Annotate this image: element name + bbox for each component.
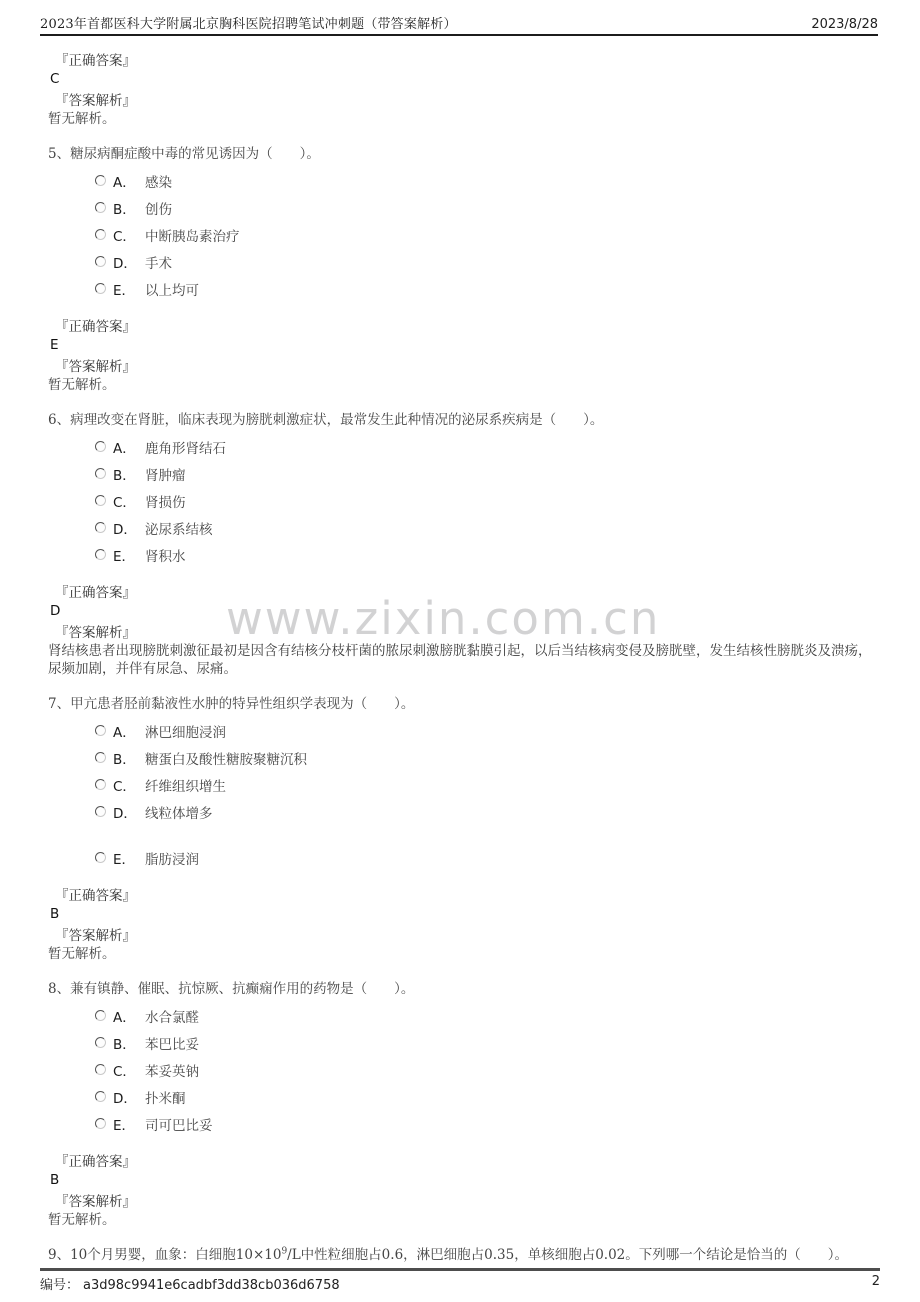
option-letter: A． [113,174,136,191]
radio-button[interactable] [95,495,106,506]
option-row [95,1056,880,1083]
radio-button[interactable] [95,175,106,186]
option-text: 纤维组织增生 [145,778,226,795]
option-text: 中断胰岛素治疗 [145,228,240,245]
option-row [95,1083,880,1110]
option-row [95,460,880,487]
question-6 [48,411,880,568]
option-text: 肾损伤 [145,494,186,511]
option-letter: D． [113,255,137,272]
option-row [95,275,880,302]
option-letter: E． [113,851,136,868]
document-id [40,1274,340,1293]
document-title: 2023年首都医科大学附属北京胸科医院招聘笔试冲刺题（带答案解析） [40,17,457,32]
correct-answer-value: E [50,337,59,353]
analysis-label: 『答案解析』 [55,1194,136,1210]
answer-block [48,1153,880,1229]
option-text: 泌尿系结核 [145,521,213,538]
radio-button[interactable] [95,522,106,533]
radio-button[interactable] [95,852,106,863]
option-letter: D． [113,521,137,538]
radio-button[interactable] [95,468,106,479]
option-text: 扑米酮 [145,1090,186,1107]
watermark: www.zixin.com.cn [226,592,661,645]
question-7 [48,695,880,871]
correct-answer-value: C [50,71,60,87]
document-id-value: a3d98c9941e6cadbf3dd38cb036d6758 [83,1278,340,1293]
option-text: 苯妥英钠 [145,1063,199,1080]
analysis-text: 暂无解析。 [48,111,116,127]
radio-button[interactable] [95,202,106,213]
option-row [95,1110,880,1137]
option-row [95,487,880,514]
option-row [95,771,880,798]
option-text: 苯巴比妥 [145,1036,199,1053]
option-row [95,717,880,744]
option-letter: E． [113,282,136,299]
radio-button[interactable] [95,1064,106,1075]
analysis-text: 暂无解析。 [48,377,116,393]
option-letter: D． [113,1090,137,1107]
option-text: 糖蛋白及酸性糖胺聚糖沉积 [145,751,307,768]
option-text: 手术 [145,255,172,272]
correct-answer-label: 『正确答案』 [55,585,136,601]
option-letter: A． [113,724,136,741]
option-letter: A． [113,1009,136,1026]
page-number: 2 [871,1274,880,1289]
option-letter: D． [113,805,137,822]
stem-text-pre: 9、10个月男婴，血象：白细胞10×10 [48,1247,282,1263]
option-text: 鹿角形肾结石 [145,440,226,457]
option-letter: E． [113,1117,136,1134]
radio-button[interactable] [95,1037,106,1048]
option-text: 脂肪浸润 [145,851,199,868]
page-header [40,13,878,36]
radio-button[interactable] [95,549,106,560]
option-text: 司可巴比妥 [145,1117,213,1134]
correct-answer-label: 『正确答案』 [55,53,136,69]
option-letter: C． [113,778,136,795]
question-stem: 8、兼有镇静、催眠、抗惊厥、抗癫痫作用的药物是（ ）。 [48,981,415,997]
radio-button[interactable] [95,229,106,240]
radio-button[interactable] [95,1010,106,1021]
option-row [95,248,880,275]
answer-block [48,52,880,128]
option-row [95,744,880,771]
page-footer [40,1268,880,1293]
option-letter: A． [113,440,136,457]
correct-answer-value: B [50,906,60,922]
correct-answer-label: 『正确答案』 [55,1154,136,1170]
radio-button[interactable] [95,256,106,267]
header-date: 2023/8/28 [811,17,878,32]
analysis-text: 暂无解析。 [48,1212,116,1228]
radio-button[interactable] [95,441,106,452]
analysis-label: 『答案解析』 [55,625,136,641]
analysis-text: 暂无解析。 [48,946,116,962]
option-row [95,1002,880,1029]
option-letter: C． [113,1063,136,1080]
option-text: 淋巴细胞浸润 [145,724,226,741]
question-stem: 6、病理改变在肾脏，临床表现为膀胱刺激症状，最常发生此种情况的泌尿系疾病是（ ）。 [48,412,604,428]
analysis-text: 肾结核患者出现膀胱刺激征最初是因含有结核分枝杆菌的脓尿刺激膀胱黏膜引起，以后当结核病变侵及膀胱壁，发生结核性膀胱炎及溃疡，尿频加剧，并伴有尿急、尿痛。 [48,643,872,677]
radio-button[interactable] [95,806,106,817]
correct-answer-label: 『正确答案』 [55,319,136,335]
option-row [95,541,880,568]
option-text: 感染 [145,174,172,191]
option-row [95,514,880,541]
option-row [95,844,880,871]
option-text: 肾肿瘤 [145,467,186,484]
analysis-label: 『答案解析』 [55,93,136,109]
option-row [95,433,880,460]
option-row [95,167,880,194]
correct-answer-label: 『正确答案』 [55,888,136,904]
option-letter: B． [113,201,136,218]
option-letter: C． [113,494,136,511]
option-row [95,1029,880,1056]
radio-button[interactable] [95,1118,106,1129]
stem-superscript: 9 [281,1246,288,1257]
radio-button[interactable] [95,779,106,790]
answer-block [48,887,880,963]
option-text: 以上均可 [145,282,199,299]
answer-block [48,584,880,678]
correct-answer-value: D [50,603,61,619]
option-text: 肾积水 [145,548,186,565]
analysis-label: 『答案解析』 [55,928,136,944]
option-text: 线粒体增多 [145,805,213,822]
option-letter: B． [113,751,136,768]
option-row [95,221,880,248]
stem-text-post: /L中性粒细胞占0.6，淋巴细胞占0.35，单核细胞占0.02。下列哪一个结论是恰当的（ ）。 [287,1247,849,1263]
option-letter: C． [113,228,136,245]
option-row [95,194,880,221]
radio-button[interactable] [95,752,106,763]
option-letter: B． [113,467,136,484]
analysis-label: 『答案解析』 [55,359,136,375]
question-stem: 5、糖尿病酮症酸中毒的常见诱因为（ ）。 [48,146,320,162]
option-letter: B． [113,1036,136,1053]
correct-answer-value: B [50,1172,60,1188]
question-9 [48,1246,880,1264]
radio-button[interactable] [95,725,106,736]
option-text: 创伤 [145,201,172,218]
answer-block [48,318,880,394]
option-letter: E． [113,548,136,565]
question-stem [48,1246,880,1264]
radio-button[interactable] [95,1091,106,1102]
option-text: 水合氯醛 [145,1009,199,1026]
document-id-label: 编号： [40,1278,80,1293]
radio-button[interactable] [95,283,106,294]
question-stem: 7、甲亢患者胫前黏液性水肿的特异性组织学表现为（ ）。 [48,696,415,712]
question-5 [48,145,880,302]
document-body [48,50,880,1268]
option-row [95,798,880,825]
question-8 [48,980,880,1137]
